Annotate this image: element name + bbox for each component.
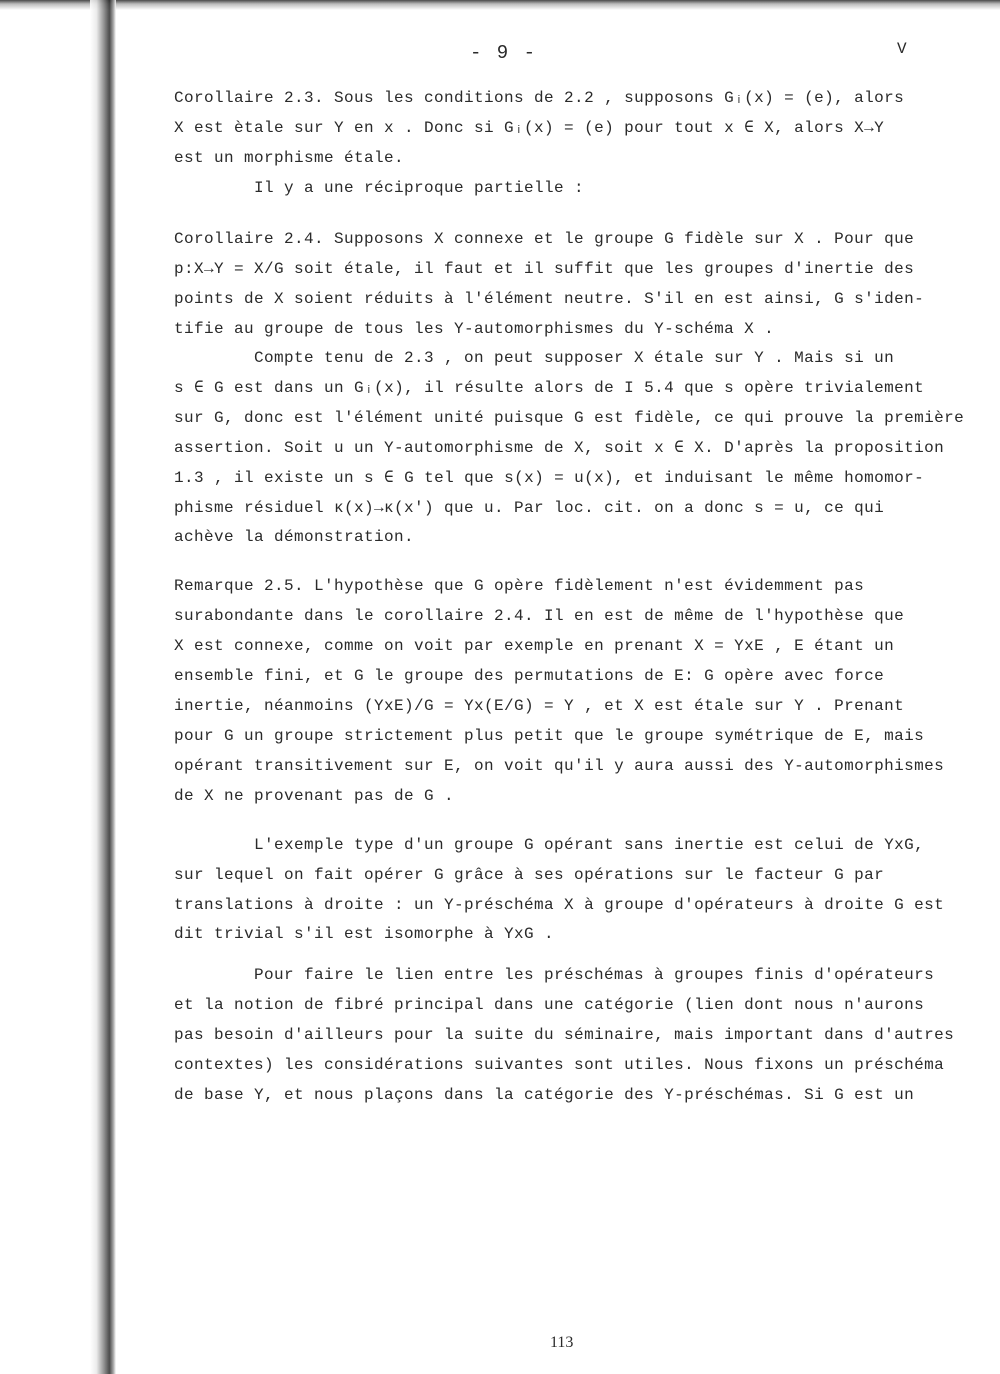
text-line: de base Y, et nous plaçons dans la catégorie des Y-préschémas. Si G est un: [174, 1086, 915, 1104]
text-line: sur lequel on fait opérer G grâce à ses opérations sur le facteur G par: [174, 866, 885, 884]
text-line: pour G un groupe strictement plus petit que le groupe symétrique de E, mais: [174, 727, 925, 745]
text-line: de X ne provenant pas de G .: [174, 787, 455, 805]
text-line: et la notion de fibré principal dans une catégorie (lien dont nous n'aurons: [174, 996, 925, 1014]
text-line: contextes) les considérations suivantes sont utiles. Nous fixons un préschéma: [174, 1056, 945, 1074]
text-line: ensemble fini, et G le groupe des permutations de E: G opère avec force: [174, 667, 885, 685]
text-line: Compte tenu de 2.3 , on peut supposer X étale sur Y . Mais si un: [254, 349, 895, 367]
page-number: - 9 -: [470, 42, 538, 64]
text-line: points de X soient réduits à l'élément neutre. S'il en est ainsi, G s'iden-: [174, 290, 925, 308]
text-line: phisme résiduel κ(x)→κ(x') que u. Par loc. cit. on a donc s = u, ce qui: [174, 499, 885, 517]
text-line: Corollaire 2.4. Supposons X connexe et le groupe G fidèle sur X . Pour que: [174, 230, 915, 248]
text-line: X est ètale sur Y en x . Donc si Gᵢ(x) = (e) pour tout x ∈ X, alors X→Y: [174, 119, 885, 137]
text-line: opérant transitivement sur E, on voit qu'il y aura aussi des Y-automorphismes: [174, 757, 945, 775]
text-line: Pour faire le lien entre les préschémas à groupes finis d'opérateurs: [254, 966, 935, 984]
text-line: sur G, donc est l'élément unité puisque G est fidèle, ce qui prouve la première: [174, 409, 965, 427]
text-line: Corollaire 2.3. Sous les conditions de 2.2 , supposons Gᵢ(x) = (e), alors: [174, 89, 905, 107]
text-line: est un morphisme étale.: [174, 149, 405, 167]
text-line: translations à droite : un Y-préschéma X à groupe d'opérateurs à droite G est: [174, 896, 945, 914]
text-line: L'exemple type d'un groupe G opérant sans inertie est celui de YxG,: [254, 836, 925, 854]
text-line: 1.3 , il existe un s ∈ G tel que s(x) = u(x), et induisant le même homomor-: [174, 469, 925, 487]
scan-top-edge: [0, 0, 1000, 10]
text-line: assertion. Soit u un Y-automorphisme de X, soit x ∈ X. D'après la proposition: [174, 439, 945, 457]
text-line: tifie au groupe de tous les Y-automorphismes du Y-schéma X .: [174, 320, 775, 338]
text-line: inertie, néanmoins (YxE)/G = Yx(E/G) = Y , et X est étale sur Y . Prenant: [174, 697, 905, 715]
text-line: X est connexe, comme on voit par exemple en prenant X = YxE , E étant un: [174, 637, 895, 655]
text-line: achève la démonstration.: [174, 528, 415, 546]
text-line: Il y a une réciproque partielle :: [254, 179, 585, 197]
text-line: s ∈ G est dans un Gᵢ(x), il résulte alors de I 5.4 que s opère trivialement: [174, 379, 925, 397]
text-line: p:X→Y = X/G soit étale, il faut et il suffit que les groupes d'inertie des: [174, 260, 915, 278]
text-line: Remarque 2.5. L'hypothèse que G opère fidèlement n'est évidemment pas: [174, 577, 865, 595]
scan-binding-shadow: [90, 0, 116, 1374]
text-line: surabondante dans le corollaire 2.4. Il en est de même de l'hypothèse que: [174, 607, 905, 625]
text-line: pas besoin d'ailleurs pour la suite du séminaire, mais important dans d'autres: [174, 1026, 955, 1044]
footer-page-number: 113: [550, 1334, 574, 1351]
text-line: dit trivial s'il est isomorphe à YxG .: [174, 925, 555, 943]
chapter-label: V: [897, 40, 907, 58]
